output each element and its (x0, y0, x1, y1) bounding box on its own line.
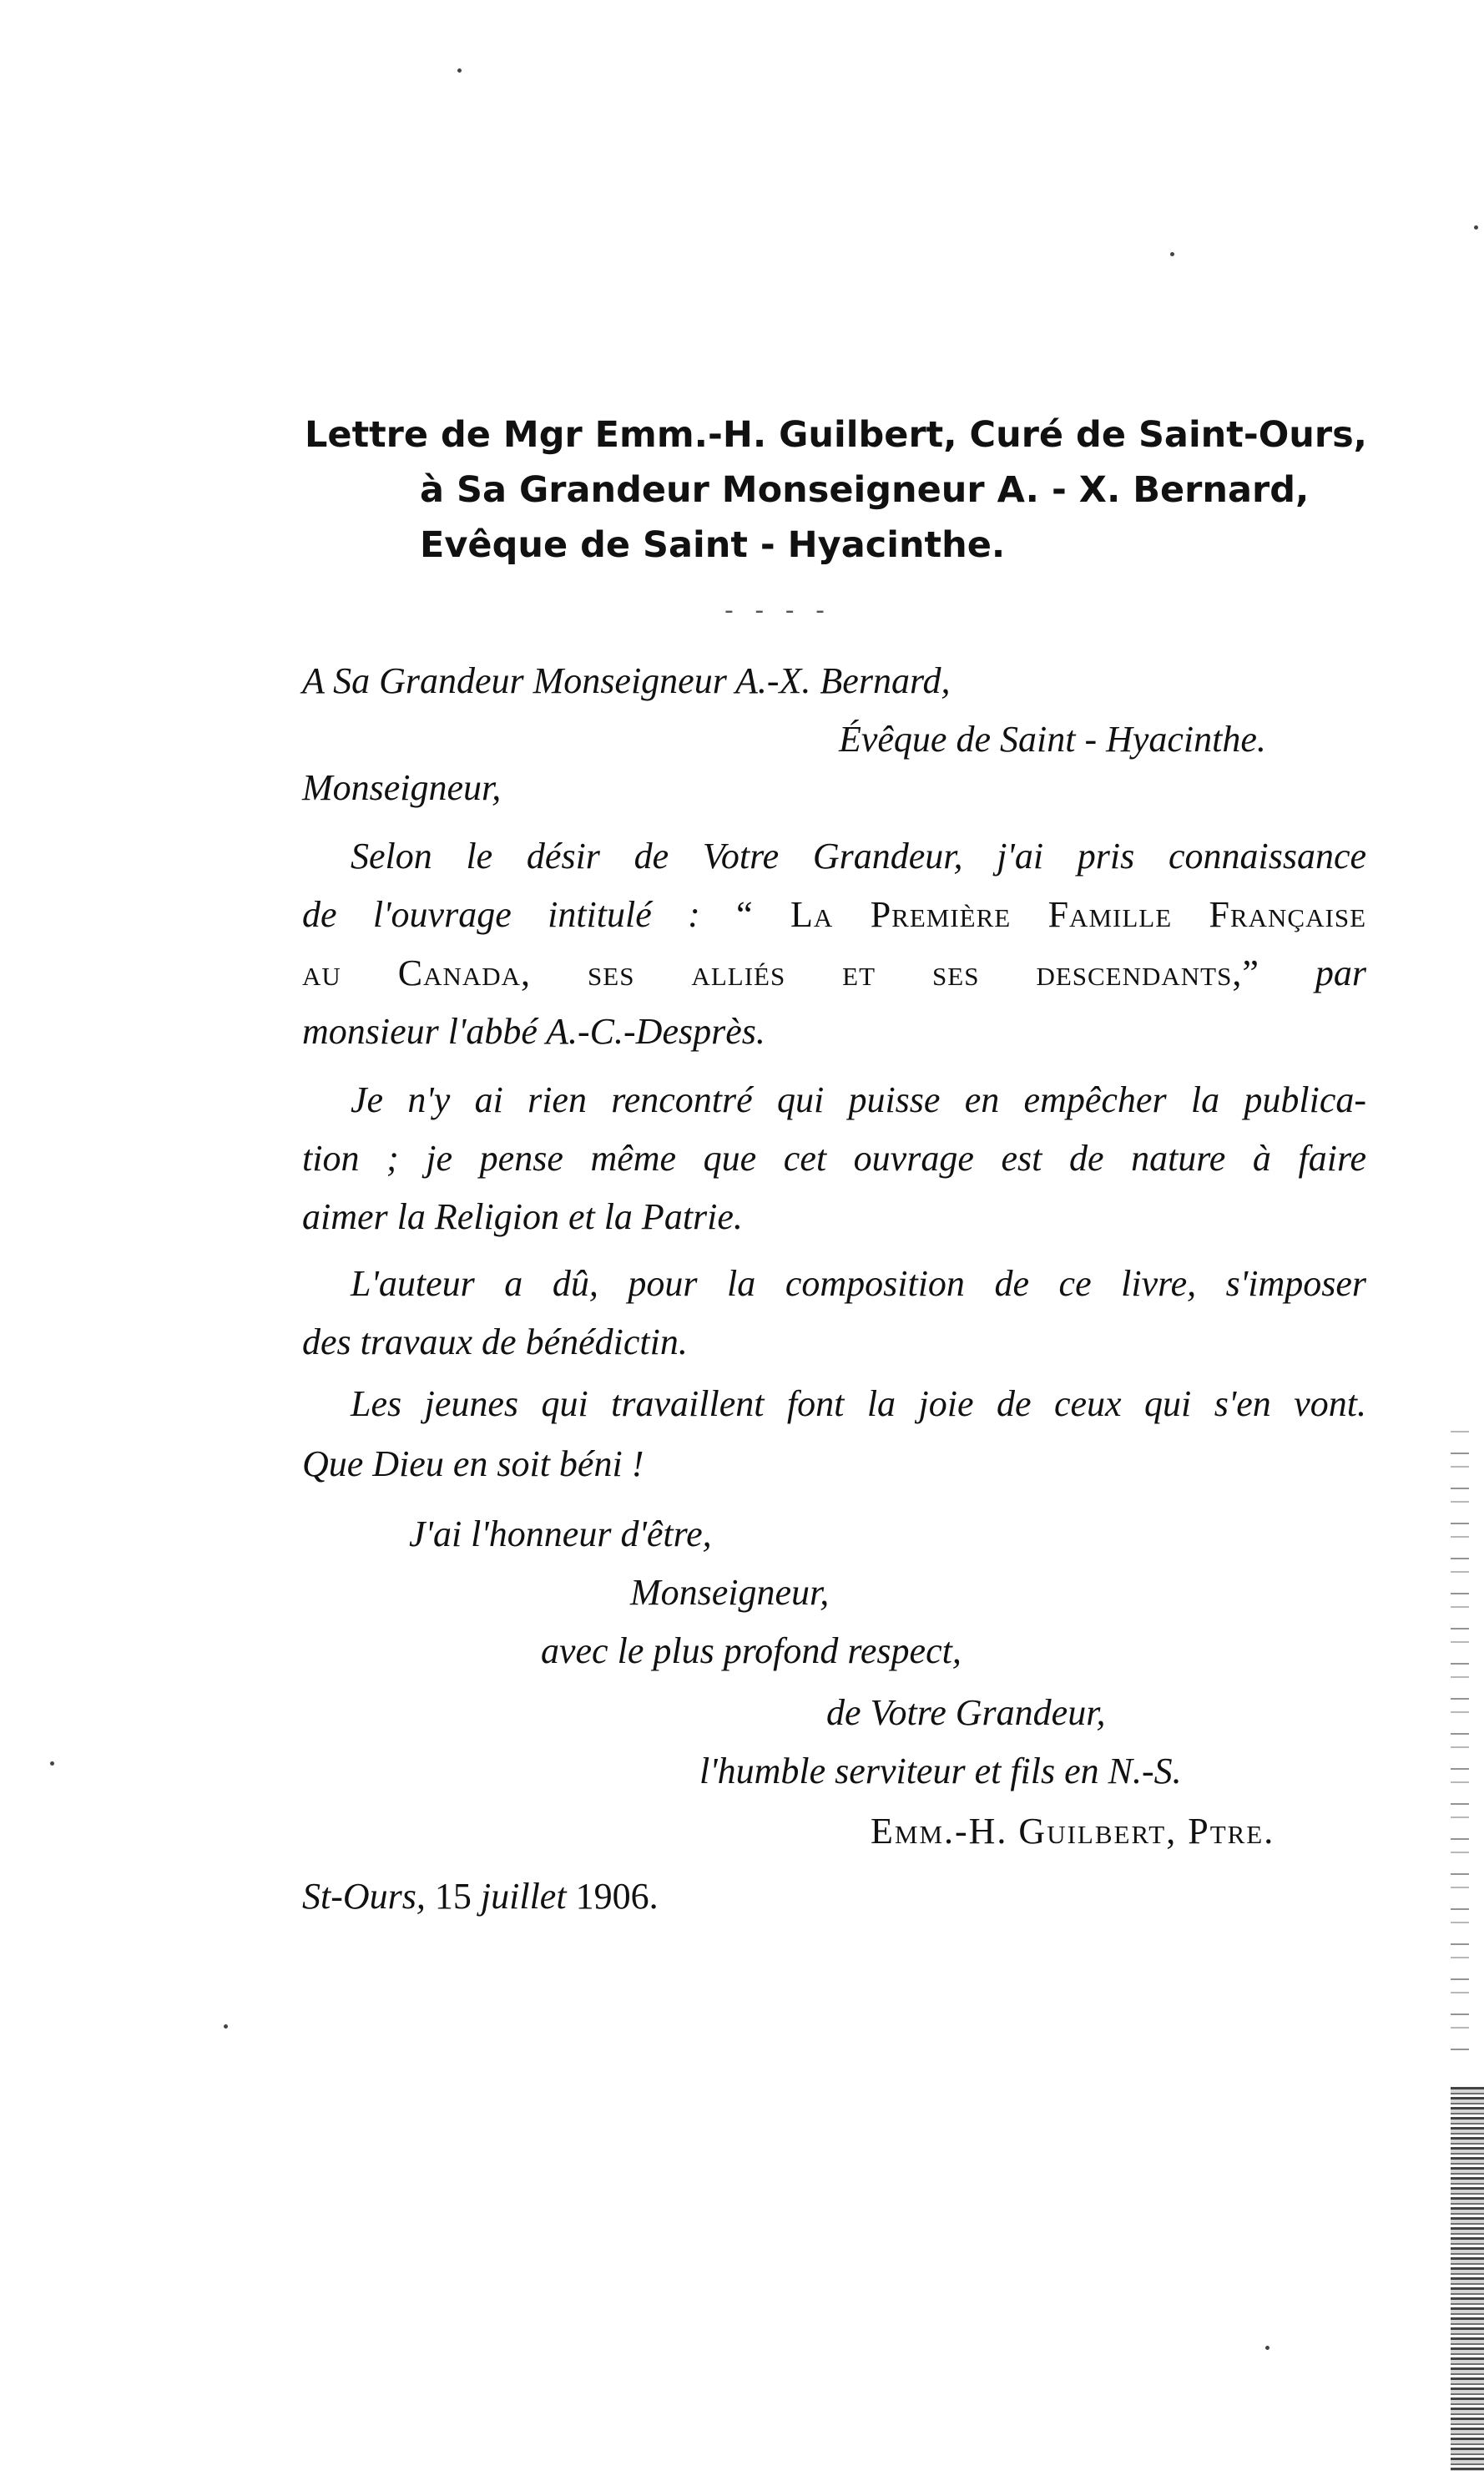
separator: - - - - (724, 596, 831, 625)
book-title-part-1: “ La Première Famille Française (736, 894, 1367, 935)
paragraph-4-line-2: Que Dieu en soit béni ! (302, 1443, 644, 1484)
date-year: 1906. (575, 1876, 659, 1917)
heading-line-3: Evêque de Saint - Hyacinthe. (420, 524, 1006, 566)
paragraph-1-italic: de l'ouvrage intitulé : (302, 894, 700, 935)
salutation: Monseigneur, (302, 767, 502, 808)
paragraph-3-line-2: des travaux de bénédictin. (302, 1321, 688, 1362)
paragraph-1-line-4: monsieur l'abbé A.-C.-Desprès. (302, 1011, 765, 1052)
paragraph-2-line-1: Je n'y ai rien rencontré qui puisse en empêcher la publica- (351, 1079, 1366, 1120)
paragraph-2-line-2: tion ; je pense même que cet ouvrage est de nature à faire (302, 1138, 1366, 1179)
date-place: St-Ours, (302, 1876, 426, 1917)
closing-line-1: J'ai l'honneur d'être, (409, 1513, 712, 1554)
date-day: 15 (434, 1876, 472, 1917)
signature: Emm.-H. Guilbert, Ptre. (871, 1811, 1275, 1852)
page-edge-shadow (1451, 2087, 1484, 2471)
closing-line-4: de Votre Grandeur, (826, 1692, 1106, 1733)
closing-line-3: avec le plus profond respect, (541, 1630, 962, 1671)
paragraph-4-line-1: Les jeunes qui travaillent font la joie de ceux qui s'en vont. (351, 1383, 1366, 1424)
date-line (302, 1873, 659, 1920)
speck (457, 68, 462, 73)
letter-heading (305, 407, 1367, 573)
closing-line-5: l'humble serviteur et fils en N.-S. (699, 1751, 1182, 1791)
speck (1170, 252, 1174, 256)
book-title-part-2: au Canada, ses alliés et ses descendants,” (302, 952, 1259, 993)
paragraph-1-line-3 (302, 950, 1366, 997)
heading-line-2: à Sa Grandeur Monseigneur A. - X. Bernard, (420, 469, 1310, 511)
paragraph-3-line-1: L'auteur a dû, pour la composition de ce livre, s'imposer (351, 1263, 1366, 1304)
speck (1265, 2346, 1269, 2350)
address-line-2: Évêque de Saint - Hyacinthe. (839, 719, 1266, 760)
heading-line-1: Lettre de Mgr Emm.-H. Guilbert, Curé de Saint-Ours, (305, 414, 1367, 456)
closing-line-2: Monseigneur, (630, 1572, 830, 1613)
paragraph-1-line-2 (302, 892, 1366, 938)
speck (50, 1761, 54, 1766)
speck (1474, 225, 1478, 230)
page-edge-marks (1451, 1419, 1469, 2054)
paragraph-1-line-1: Selon le désir de Votre Grandeur, j'ai pris connaissance (351, 836, 1366, 877)
paragraph-2-line-3: aimer la Religion et la Patrie. (302, 1196, 743, 1237)
speck (224, 2024, 228, 2029)
date-month: juillet (480, 1876, 567, 1917)
paragraph-1-par: par (1315, 952, 1367, 993)
address-line-1: A Sa Grandeur Monseigneur A.-X. Bernard, (302, 660, 951, 701)
